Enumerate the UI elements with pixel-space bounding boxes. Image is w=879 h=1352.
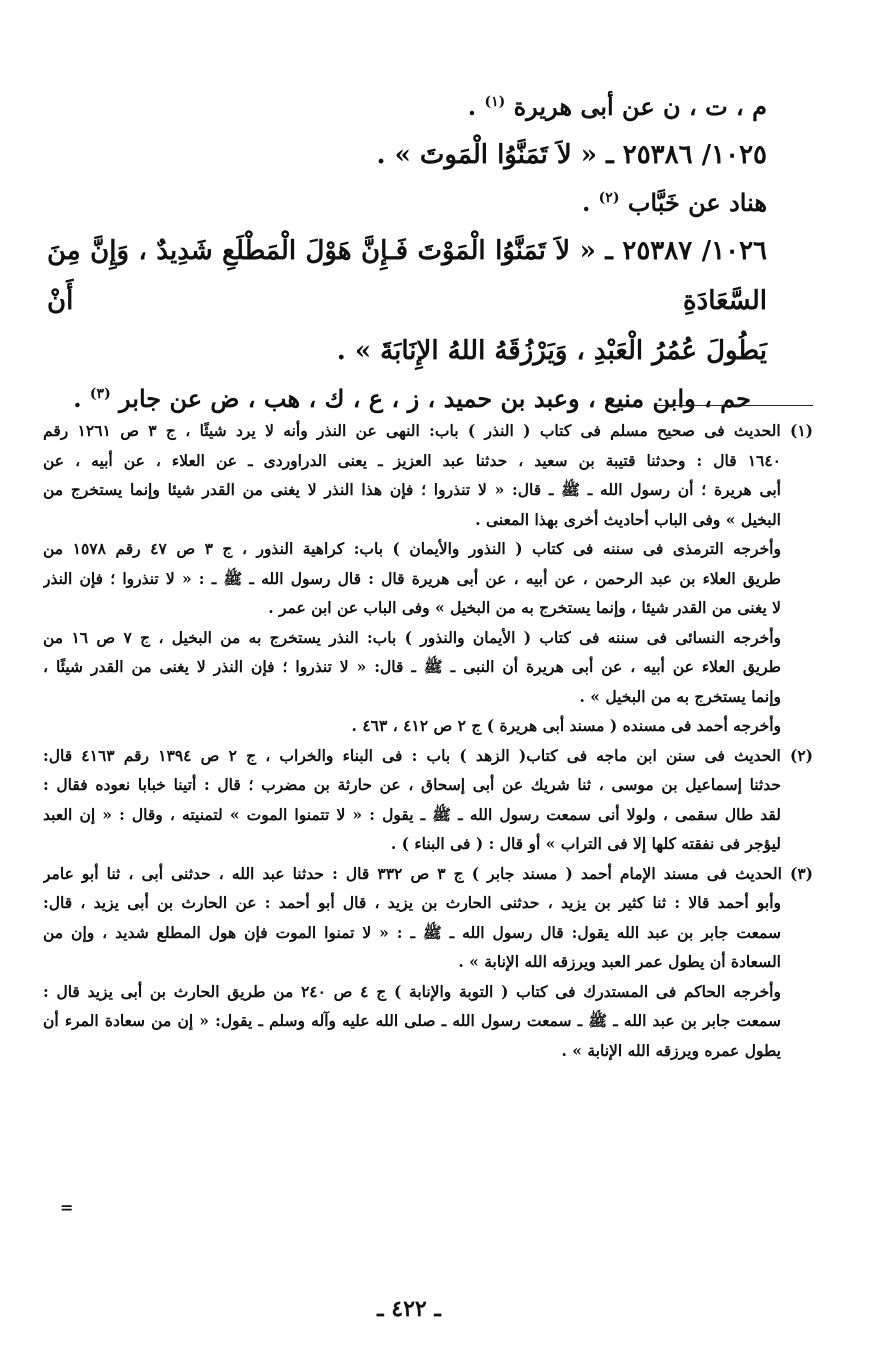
footnote-line: ١٦٤٠ قال : وحدثنا قتيبة بن سعيد ، حدثنا عبد العزيز ـ يعنى الدراوردى ـ عن العلاء ، عن أبيه ، عن — [43, 450, 781, 470]
hadith-line: ١٠٢٦/ ٢٥٣٨٧ ـ « لاَ تَمَنَّوُا الْمَوْتَ فَـإِنَّ هَوْلَ الْمَطْلَعِ شَدِيدٌ ، وَإِنَّ مِنَ السَّعَادَةِ أَنْ — [47, 236, 767, 316]
footnote-line: طريق العلاء عن أبيه ، عن أبى هريرة أن النبى ـ ﷺ ـ قال: « لا تنذروا ؛ فإن النذر لا يغنى من القدر شيئًا ، — [43, 657, 781, 676]
page-number: ـ ٤٢٢ ـ — [377, 1296, 441, 1322]
main-text — [47, 84, 767, 422]
footnote-line: وإنما يستخرج به من البخيل » . — [579, 686, 781, 706]
continuation-mark: = — [60, 1198, 74, 1217]
source-line: هناد عن خَبَّاب $^{(٢)}$ . — [581, 188, 767, 217]
footnote-ref: (٣) — [89, 386, 111, 402]
footnote-line: طريق العلاء بن عبد الرحمن ، عن أبيه ، عن أبى هريرة قال : قال رسول الله ـ ﷺ ـ : « لا تنذروا ؛ فإن النذر — [43, 568, 781, 588]
footnote-line: لقد طال سقمى ، ولولا أنى سمعت رسول الله ـ ﷺ ـ يقول : « لا تتمنوا الموت » لتمنيته ، وقال : « إن العبد — [43, 804, 781, 824]
footnote-line: وأخرجه الترمذى فى سننه فى كتاب ( النذور والأيمان ) باب: كراهية النذور ، ج ٣ ص ٤٧ رقم ١٥٧٨ من — [43, 539, 781, 558]
footnote-divider — [657, 405, 813, 406]
footnote-line: ليؤجر فى نفقته كلها إلا فى التراب » أو قال : ( فى البناء ) . — [390, 834, 781, 853]
footnote-line: (٢) الحديث فى سنن ابن ماجه فى كتاب( الزهد ) باب : فى البناء والخراب ، ج ٢ ص ١٣٩٤ رقم ٤١٦٣ قال: — [43, 745, 813, 765]
footnote-line: سمعت جابر بن عبد الله يقول: قال رسول الله ـ ﷺ ـ : « لا تمنوا الموت فإن هول المطلع شديد ، وإن من — [43, 922, 781, 942]
footnote-line: (١) الحديث فى صحيح مسلم فى كتاب ( النذر ) باب: النهى عن النذر وأنه لا يرد شيئًا ، ج ٣ ص ١٢٦١ رقم — [43, 421, 813, 440]
source-line: حم ، وابن منيع ، وعبد بن حميد ، ز ، ع ، ك ، هب ، ض عن جابر $^{(٣)}$ . — [73, 384, 751, 413]
hadith-line: يَطُولَ عُمُرُ الْعَبْدِ ، وَيَرْزُقَهُ اللهُ الإِنَابَةَ » . — [336, 336, 767, 366]
footnote-line: يطول عمره ويرزقه الله الإنابة » . — [561, 1040, 781, 1060]
footnote-line: حدثنا إسماعيل بن موسى ، ثنا شريك عن أبى إسحاق ، عن حارثة بن مضرب ؛ قال : أتينا خبابا نعوده فقال : — [43, 775, 781, 794]
hadith-line: ١٠٢٥/ ٢٥٣٨٦ ـ « لاَ تَمَنَّوُا الْمَوتَ » . — [376, 140, 767, 170]
footnote-ref: (٢) — [598, 190, 620, 206]
source-line: م ، ت ، ن عن أبى هريرة $^{(١)}$ . — [467, 92, 767, 121]
footnotes — [43, 416, 813, 1065]
footnote-line: سمعت جابر بن عبد الله ـ ﷺ ـ سمعت رسول الله ـ صلى الله عليه وآله وسلم ـ يقول: « إن من سعادة المرء أن — [43, 1011, 781, 1030]
footnote-line: وأخرجه أحمد فى مسنده ( مسند أبى هريرة ) ج ٢ ص ٤١٢ ، ٤٦٣ . — [351, 716, 781, 735]
footnote-line: (٣) الحديث فى مسند الإمام أحمد ( مسند جابر ) ج ٣ ص ٣٣٢ قال : حدثنا عبد الله ، حدثنى أبى ، ثنا أبو عامر — [43, 863, 813, 883]
footnote-line: وأخرجه النسائى فى سننه فى كتاب ( الأيمان والنذور ) باب: النذر يستخرج به من البخيل ، ج ٧ ص ١٦ من — [43, 627, 782, 647]
footnote-line: وأخرجه الحاكم فى المستدرك فى كتاب ( التوبة والإنابة ) ج ٤ ص ٢٤٠ من طريق الحارث بن أبى يزيد قال : — [43, 981, 781, 1001]
footnote-line: أبى هريرة ؛ أن رسول الله ـ ﷺ ـ قال: « لا تنذروا ؛ فإن هذا النذر لا يغنى من القدر شيئا وإنما يستخرج من — [43, 480, 781, 499]
footnote-line: البخيل » وفى الباب أحاديث أخرى بهذا المعنى . — [475, 509, 781, 529]
footnote-ref: (١) — [484, 94, 506, 110]
footnote-line: السعادة أن يطول عمر العبد ويرزقه الله الإنابة » . — [458, 952, 781, 971]
footnote-line: لا يغنى من القدر شيئا ، وإنما يستخرج به من البخيل » وفى الباب عن ابن عمر . — [268, 598, 781, 617]
footnote-line: وأبو أحمد قالا : ثنا كثير بن يزيد ، حدثنى الحارث بن يزيد ، قال أبو أحمد : عن الحارث بن أبى يزيد ، قال: — [43, 893, 781, 912]
